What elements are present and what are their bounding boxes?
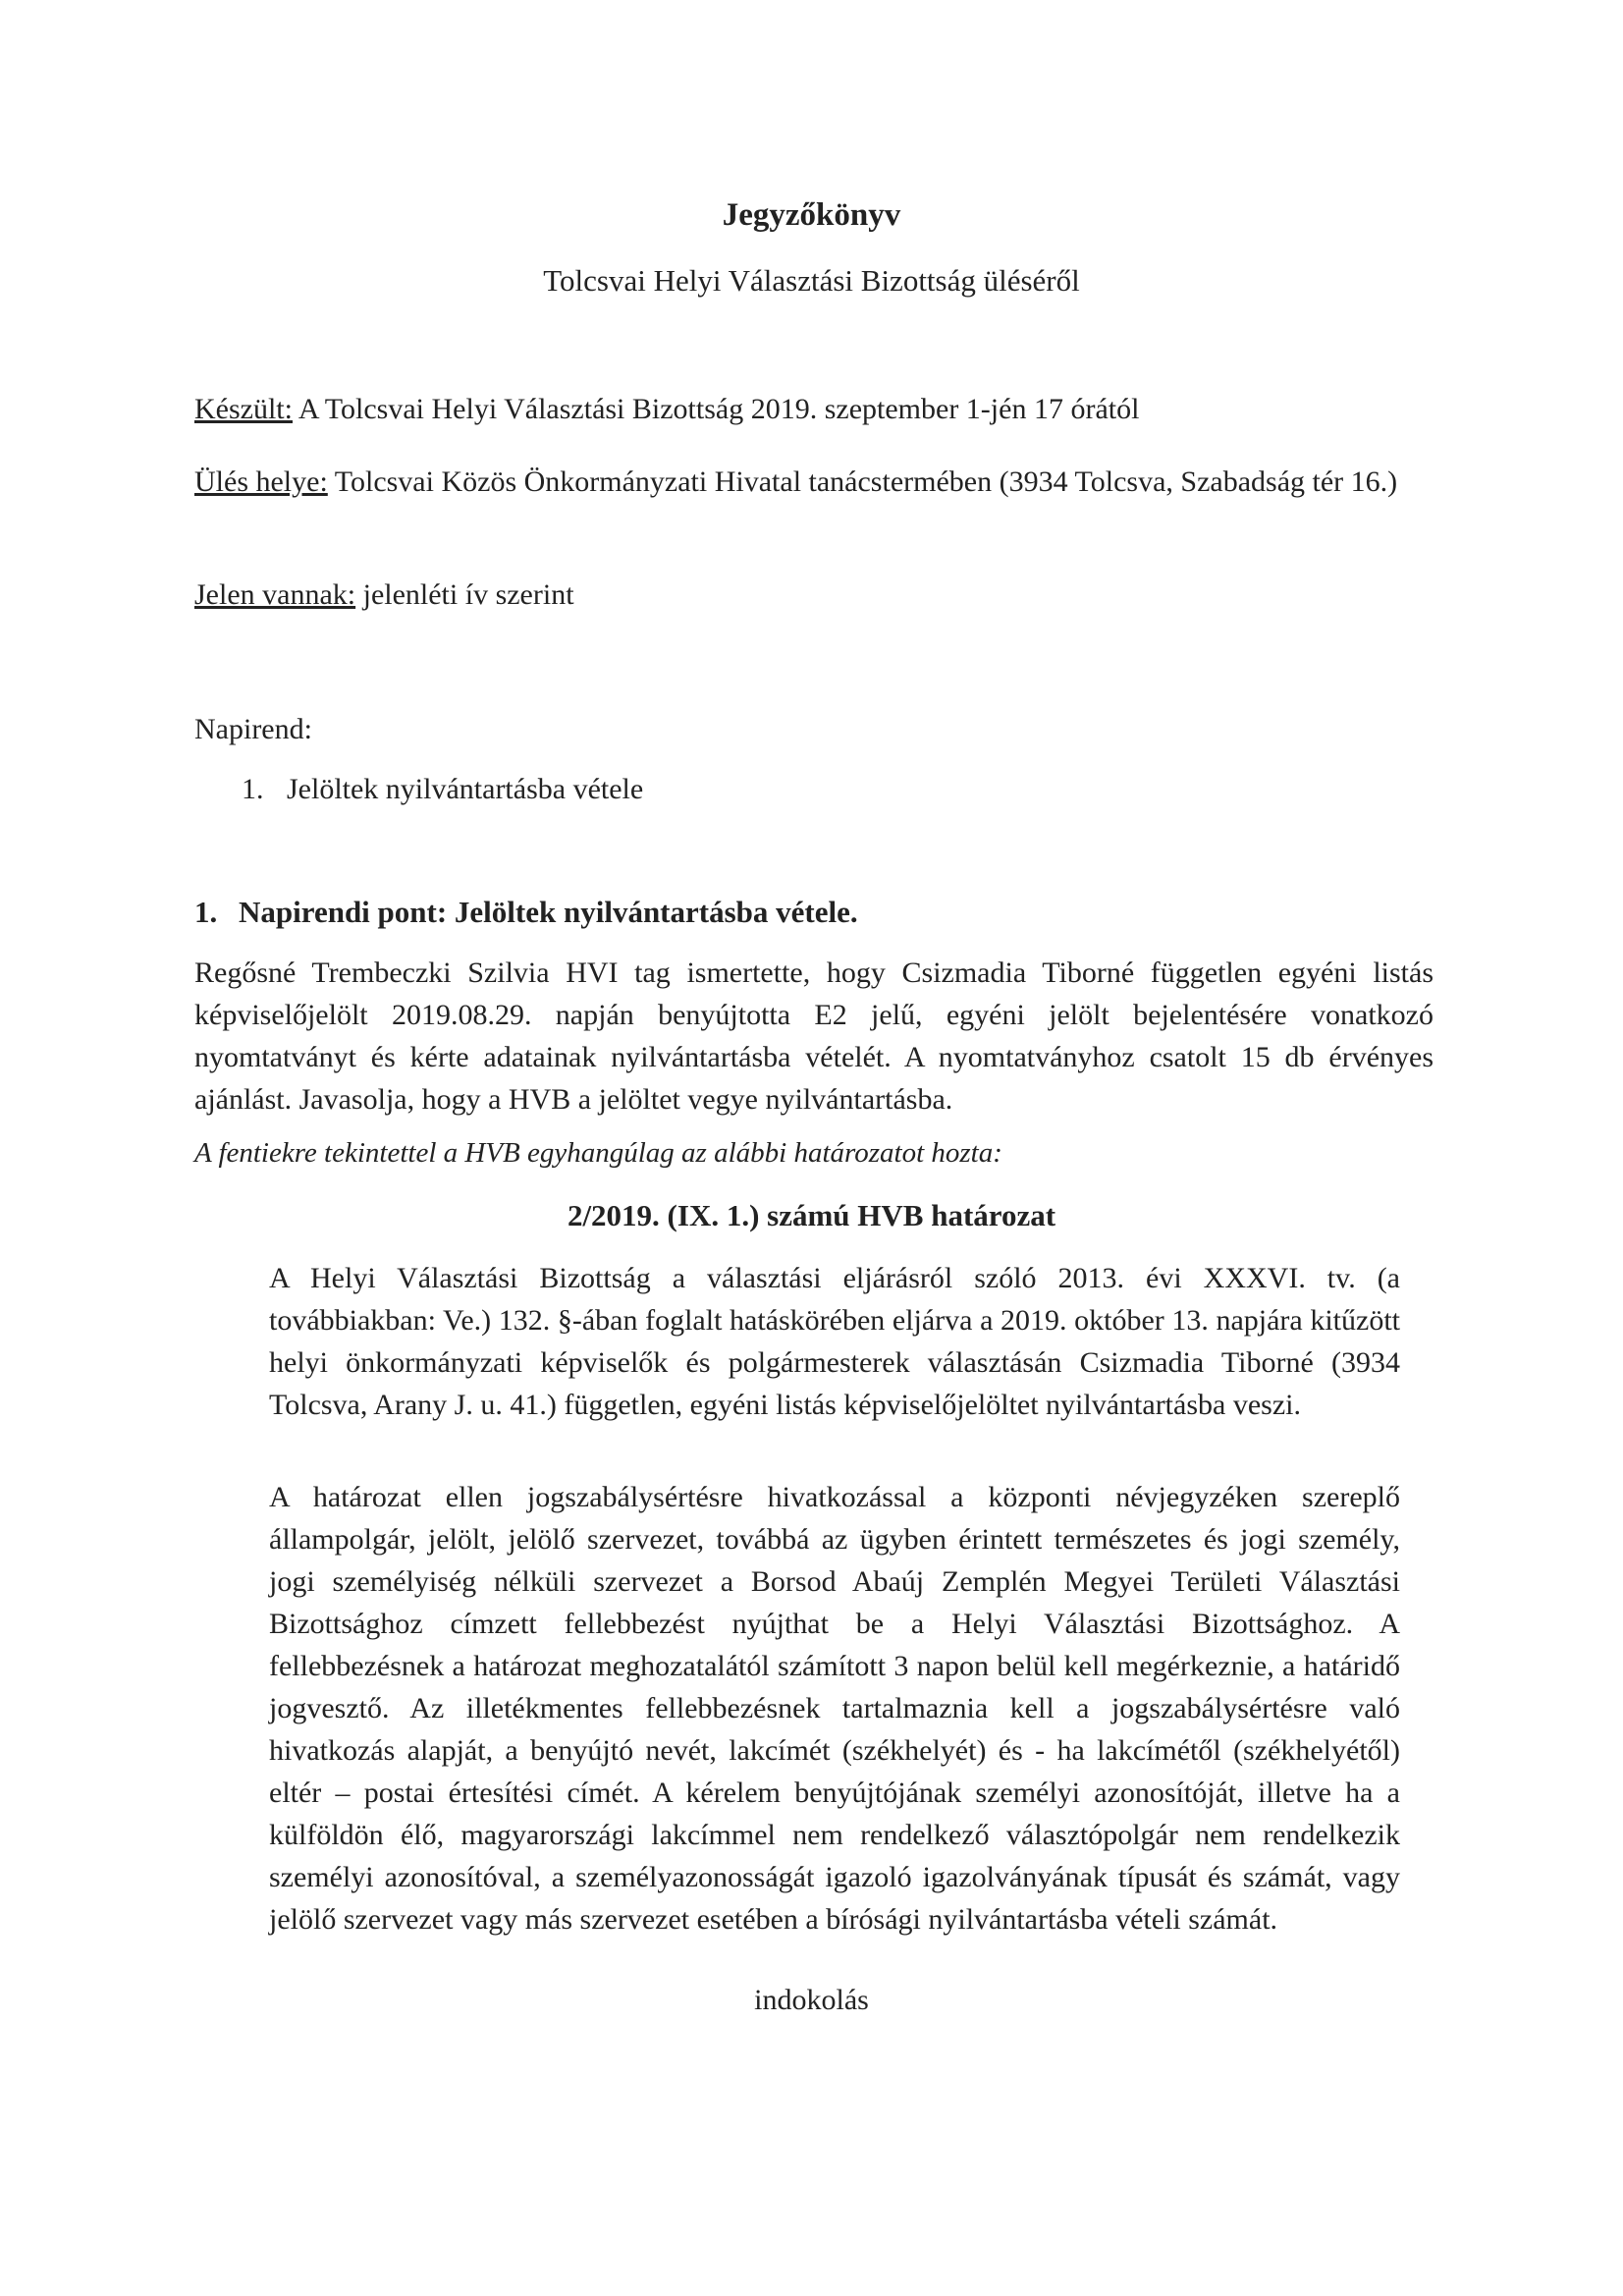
document-subtitle: Tolcsvai Helyi Választási Bizottság üléséről — [543, 263, 1080, 298]
decision-paragraph-1: A Helyi Választási Bizottság a választási eljárásról szóló 2013. évi XXXVI. tv. (a továbbiakban: Ve.) 132. §-ában foglalt hatáskörében eljárva a 2019. október 13. napjára kitűzött helyi önkormányzati képviselők és polgármesterek választásán Csizmadia Tiborné (3934 Tolcsva, Arany J. u. 41.) független, egyéni listás képviselőjelöltet nyilvántartásba veszi. — [269, 1262, 1400, 1421]
jelen-value: jelenléti ív szerint — [355, 578, 574, 611]
section1-italic-line: A fentiekre tekintettel a HVB egyhangúlag az alábbi határozatot hozta: — [194, 1137, 1002, 1169]
section1-number: 1. — [194, 895, 218, 929]
agenda-item-text: Jelöltek nyilvántartásba vétele — [287, 773, 644, 805]
ules-label: Ülés helye: — [194, 465, 328, 498]
agenda-item — [242, 768, 643, 810]
indokolas-heading: indokolás — [754, 1984, 869, 2016]
agenda-item-number: 1. — [242, 773, 264, 805]
keszult-line — [194, 388, 1432, 430]
decision-title: 2/2019. (IX. 1.) számú HVB határozat — [567, 1198, 1056, 1232]
decision-paragraph-2: A határozat ellen jogszabálysértésre hivatkozással a központi névjegyzéken szereplő állampolgár, jelölt, jelölő szervezet, továbbá az ügyben érintett természetes és jogi személy, jogi személyiség nélküli szervezet a Borsod Abaúj Zemplén Megyei Területi Választási Bizottsághoz címzett fellebbezést nyújthat be a Helyi Választási Bizottsághoz. A fellebbezésnek a határozat meghozatalától számított 3 napon belül kell megérkeznie, a határidő jogvesztő. Az illetékmentes fellebbezésnek tartalmaznia kell a jogszabálysértésre való hivatkozás alapját, a benyújtó nevét, lakcímét (székhelyét) és - ha lakcímétől (székhelyétől) eltér – postai értesítési címét. A kérelem benyújtójának személyi azonosítóját, illetve ha a külföldön élő, magyarországi lakcímmel nem rendelkező választópolgár nem rendelkezik személyi azonosítóval, a személyazonosságát igazoló igazolványának típusát és számát, vagy jelölő szervezet vagy más szervezet esetében a bírósági nyilvántartásba vételi számát. — [269, 1481, 1400, 1936]
section1-heading-text: Napirendi pont: Jelöltek nyilvántartásba vétele. — [239, 895, 858, 929]
jelen-vannak-line — [194, 574, 1432, 616]
ules-value: Tolcsvai Közös Önkormányzati Hivatal tanácstermében (3934 Tolcsva, Szabadság tér 16.) — [327, 465, 1398, 498]
jelen-label: Jelen vannak: — [194, 578, 356, 611]
section1-paragraph: Regősné Trembeczki Szilvia HVI tag ismertette, hogy Csizmadia Tiborné független egyéni listás képviselőjelölt 2019.08.29. napján benyújtotta E2 jelű, egyéni jelölt bejelentésére vonatkozó nyomtatványt és kérte adatainak nyilvántartásba vételét. A nyomtatványhoz csatolt 15 db érvényes ajánlást. Javasolja, hogy a HVB a jelöltet vegye nyilvántartásba. — [194, 957, 1434, 1116]
keszult-label: Készült: — [194, 393, 293, 425]
ules-helye-line — [194, 462, 1434, 502]
document-title: Jegyzőkönyv — [722, 197, 901, 233]
keszult-value: A Tolcsvai Helyi Választási Bizottság 2019. szeptember 1-jén 17 órától — [292, 393, 1140, 425]
section1-heading — [194, 891, 858, 933]
agenda-label: Napirend: — [194, 713, 312, 745]
